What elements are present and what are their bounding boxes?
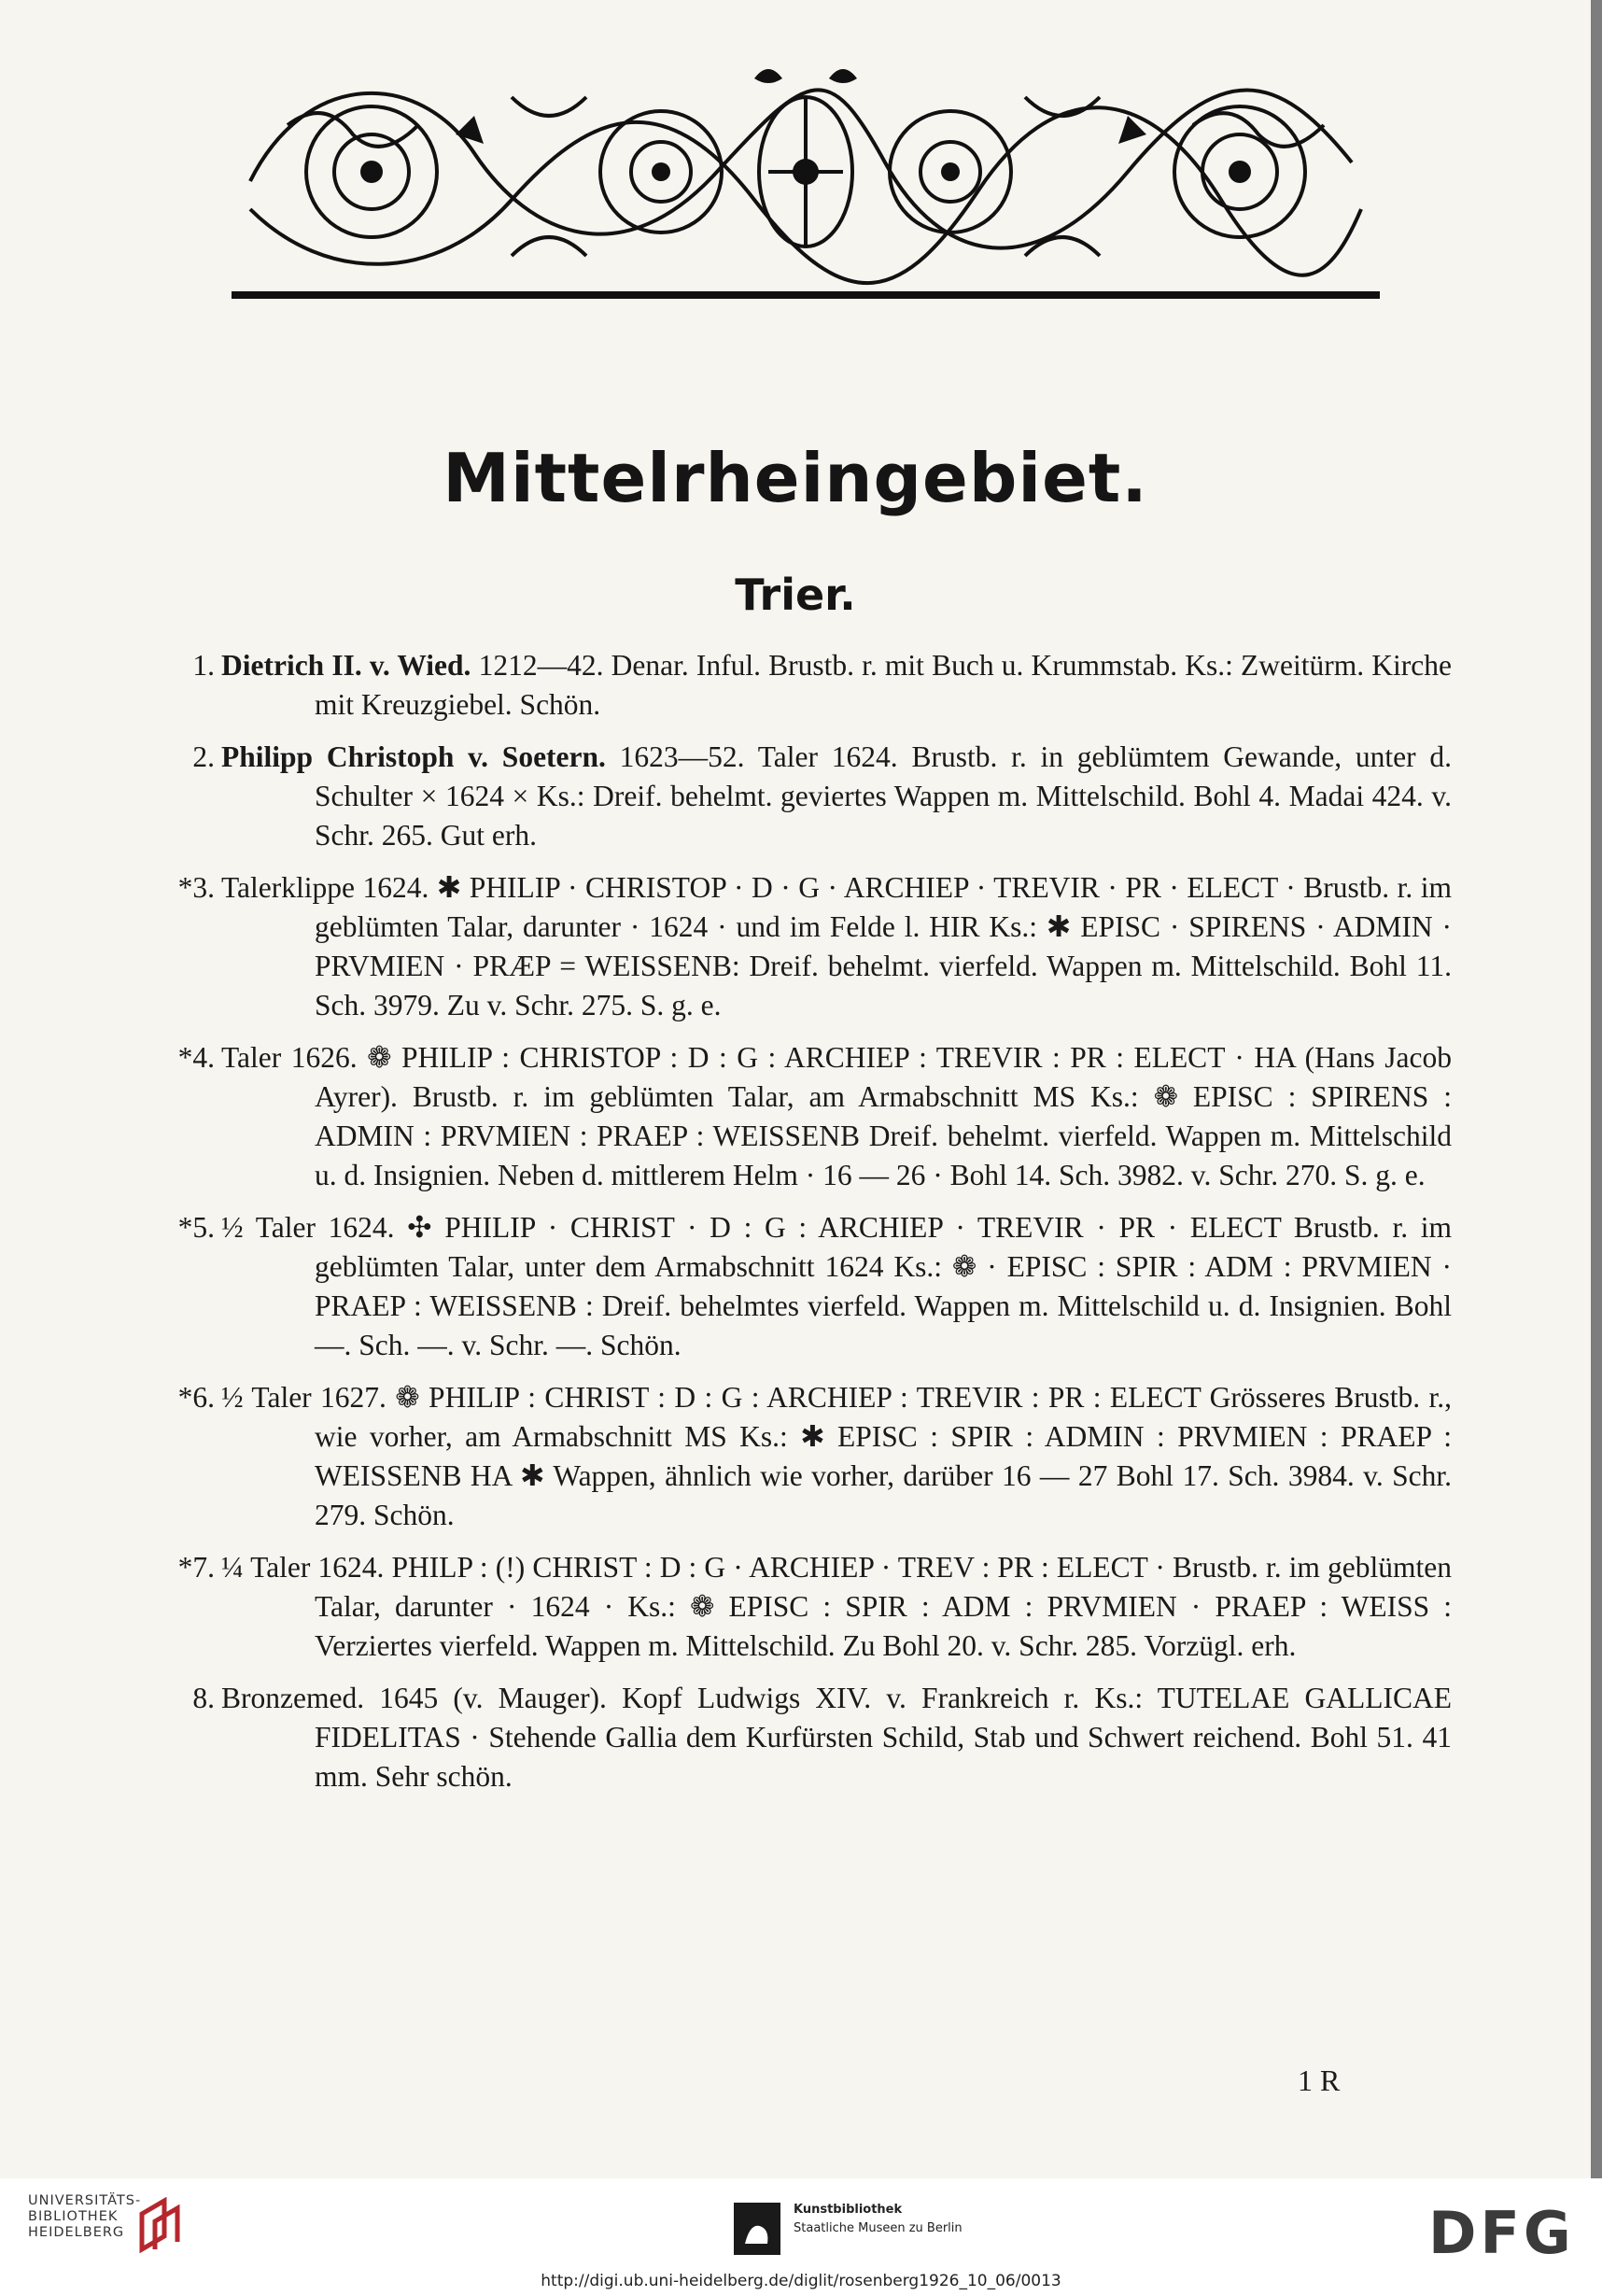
entry-body	[221, 1679, 1452, 1796]
entry-body	[221, 868, 1452, 1025]
entry-number: 1.	[192, 649, 215, 682]
entry-number: *3.	[177, 871, 215, 904]
entry-text: ¼ Taler 1624. PHILP : (!) CHRIST : D : G · ARCHIEP · TREV : PR : ELECT · Brustb. r. im geblümten Talar, darunter · 1624 · Ks.: ❁ EPISC : SPIR : ADM : PRVMIEN · PRAEP : WEISS : Verziertes vierfeld. Wappen m. Mittelschild. Zu Bohl 20. v. Schr. 285. Vorzügl. erh.	[221, 1551, 1452, 1662]
entry-number: 2.	[192, 740, 215, 773]
page-title: Mittelrheingebiet.	[443, 439, 1148, 517]
entry-text: ½ Taler 1627. ❁ PHILIP : CHRIST : D : G : ARCHIEP : TREVIR : PR : ELECT Grösseres Brustb. r., wie vorher, am Armabschnitt MS Ks.: ✱ EPISC : SPIR : ADMIN : PRVMIEN : PRAEP : WEISSENB HA ✱ Wappen, ähnlich wie vorher, darüber 16 — 27 Bohl 17. Sch. 3984. v. Schr. 279. Schön.	[221, 1381, 1452, 1531]
entry-number: *6.	[177, 1381, 215, 1414]
entry-text: Bronzemed. 1645 (v. Mauger). Kopf Ludwigs XIV. v. Frankreich r. Ks.: TUTELAE GALLICAE FIDELITAS · Stehende Gallia dem Kurfürsten Schild, Stab und Schwert reichend. Bohl 51. 41 mm. Sehr schön.	[221, 1682, 1452, 1793]
entry-person: Dietrich II. v. Wied.	[221, 649, 471, 682]
university-line: BIBLIOTHEK	[28, 2209, 119, 2224]
entry-text: 1212—42. Denar. Inful. Brustb. r. mit Buch u. Krummstab. Ks.: Zweitürm. Kirche mit Kreuzgiebel. Schön.	[315, 649, 1452, 721]
catalog-entry	[163, 868, 1452, 1025]
catalog-entry	[163, 1208, 1452, 1365]
kunstbibliothek-org: Staatliche Museen zu Berlin	[794, 2221, 963, 2235]
entry-text: 1623—52. Taler 1624. Brustb. r. in geblümtem Gewande, unter d. Schulter × 1624 × Ks.: Dreif. behelmt. geviertes Wappen m. Mittelschild. Bohl 4. Madai 424. v. Schr. 265. Gut erh.	[315, 740, 1452, 852]
entry-number: *5.	[177, 1211, 215, 1244]
entry-person: Philipp Christoph v. Soetern.	[221, 740, 606, 773]
entry-body	[221, 646, 1452, 725]
kunstbibliothek-label[interactable]	[794, 2201, 963, 2238]
university-library-name[interactable]	[28, 2193, 141, 2241]
kunstbibliothek-logo-icon[interactable]	[734, 2203, 780, 2255]
entry-number: 8.	[192, 1682, 215, 1714]
section-title: Trier.	[735, 570, 856, 620]
entry-text: Talerklippe 1624. ✱ PHILIP · CHRISTOP · D · G · ARCHIEP · TREVIR · PR · ELECT · Brustb. r. im geblümten Talar, darunter · 1624 · und im Felde l. HIR Ks.: ✱ EPISC · SPIRENS · ADMIN · PRVMIEN · PRÆP = WEISSENB: Dreif. behelmt. vierfeld. Wappen m. Mittelschild. Bohl 11. Sch. 3979. Zu v. Schr. 275. S. g. e.	[221, 871, 1452, 1021]
catalog-entry	[163, 1679, 1452, 1796]
entry-text: ½ Taler 1624. ✣ PHILIP · CHRIST · D : G : ARCHIEP · TREVIR · PR · ELECT Brustb. r. im geblümten Talar, unter dem Armabschnitt 1624 Ks.: ❁ · EPISC : SPIR : ADM : PRVMIEN · PRAEP : WEISSENB : Dreif. behelmtes vierfeld. Wappen m. Mittelschild u. d. Insignien. Bohl —. Sch. —. v. Schr. —. Schön.	[221, 1211, 1452, 1361]
university-line: HEIDELBERG	[28, 2225, 125, 2240]
ornamental-header-icon	[232, 41, 1380, 312]
entry-body	[221, 1548, 1452, 1666]
catalog-entry	[163, 646, 1452, 725]
entry-body	[221, 1208, 1452, 1365]
catalog-entry	[163, 1378, 1452, 1535]
university-logo-icon[interactable]	[138, 2197, 192, 2253]
signature-mark: 1 R	[1298, 2064, 1341, 2097]
catalog-entry	[163, 1038, 1452, 1195]
entry-body	[221, 1038, 1452, 1195]
kunstbibliothek-name: Kunstbibliothek	[794, 2203, 903, 2217]
entry-body	[221, 1378, 1452, 1535]
catalog-entry	[163, 1548, 1452, 1666]
catalog-entries	[163, 646, 1452, 1810]
university-line: UNIVERSITÄTS-	[28, 2193, 142, 2208]
entry-body	[221, 738, 1452, 855]
catalog-entry	[163, 738, 1452, 855]
dfg-logo[interactable]: DFG	[1428, 2199, 1575, 2267]
source-url-link[interactable]: http://digi.ub.uni-heidelberg.de/diglit/rosenberg1926_10_06/0013	[541, 2272, 1061, 2290]
entry-text: Taler 1626. ❁ PHILIP : CHRISTOP : D : G : ARCHIEP : TREVIR : PR : ELECT · HA (Hans Jacob Ayrer). Brustb. r. im geblümten Talar, am Armabschnitt MS Ks.: ❁ EPISC : SPIRENS : ADMIN : PRVMIEN : PRAEP : WEISSENB Dreif. behelmt. vierfeld. Wappen m. Mittelschild u. d. Insignien. Neben d. mittlerem Helm · 16 — 26 · Bohl 14. Sch. 3982. v. Schr. 270. S. g. e.	[221, 1041, 1452, 1191]
footer-bar	[0, 2178, 1602, 2296]
entry-number: *4.	[177, 1041, 215, 1074]
entry-number: *7.	[177, 1551, 215, 1584]
